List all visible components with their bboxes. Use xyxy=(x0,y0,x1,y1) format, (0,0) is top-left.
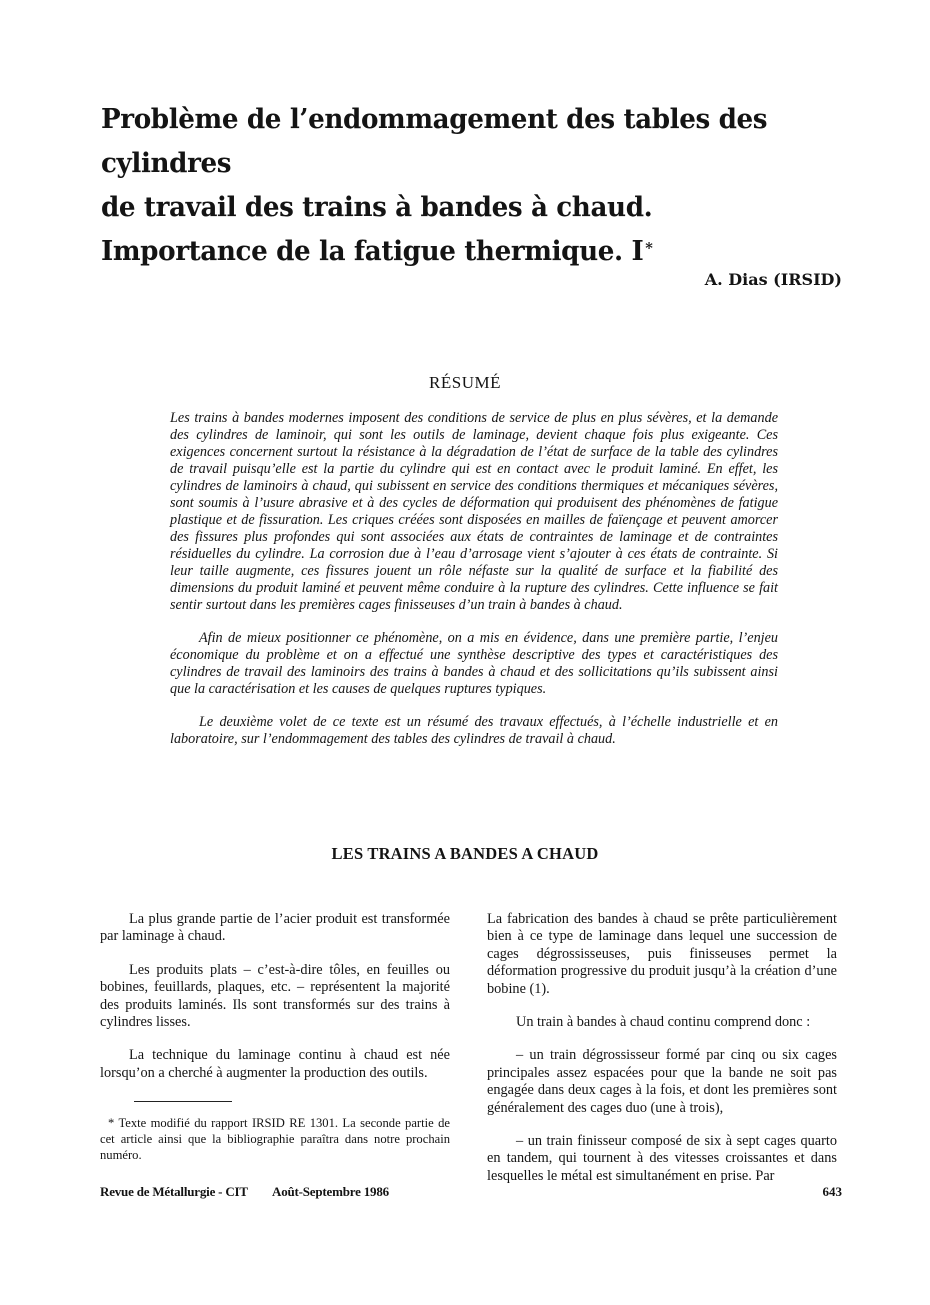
right-column xyxy=(487,911,837,1201)
title-line-3-text: Importance de la fatigue thermique. I xyxy=(101,236,644,267)
author-byline: A. Dias (IRSID) xyxy=(704,270,842,289)
title-line-3 xyxy=(101,230,838,274)
title-footnote-mark: * xyxy=(645,239,653,257)
left-paragraph-3: La technique du laminage continu à chaud est née lorsqu’on a cherché à augmenter la production des outils. xyxy=(100,1047,450,1081)
page-number: 643 xyxy=(822,1184,842,1199)
title-line-2: de travail des trains à bandes à chaud. xyxy=(101,192,653,223)
abstract-paragraph-3: Le deuxième volet de ce texte est un résumé des travaux effectués, à l’échelle industrielle et en laboratoire, sur l’endommagement des tables des cylindres de travail à chaud. xyxy=(170,714,778,747)
abstract-heading: RÉSUMÉ xyxy=(429,373,501,392)
right-paragraph-1: La fabrication des bandes à chaud se prête particulièrement bien à ce type de laminage dans lequel une succession de cages dégrossisseuses, puis finisseuses permet la déformation progressive du produit jusqu’à la création d’une bobine (1). xyxy=(487,911,837,997)
footer-issue-date: Août-Septembre 1986 xyxy=(272,1184,389,1199)
left-column xyxy=(100,911,450,1098)
right-paragraph-2: Un train à bandes à chaud continu comprend donc : xyxy=(516,1014,811,1031)
right-paragraph-3: – un train dégrossisseur formé par cinq ou six cages principales assez espacées pour que la bande ne soit pas engagée dans deux cages à la fois, et dont les premières sont généralement des cages duo (une à trois), xyxy=(487,1047,837,1116)
footer-journal-name: Revue de Métallurgie - CIT xyxy=(100,1184,248,1199)
abstract-paragraph-1: Les trains à bandes modernes imposent des conditions de service de plus en plus sévères, et la demande des cylindres de laminoir, qui sont les outils de laminage, devient chaque fois plus exigeante. Ces exigences concernent surtout la résistance à la dégradation de l’état de surface de la table des cylindres de travail puisqu’elle est la partie du cylindre qui est en contact avec le produit laminé. En effet, les cylindres de laminoirs à chaud, qui subissent en service des conditions thermiques et mécaniques sévères, sont soumis à l’usure abrasive et à des cycles de déformation qui produisent des phénomènes de fatigue plastique et de fissuration. Les criques créées sont disposées en mailles de faïençage et peuvent amorcer des fissures plus profondes qui sont associées aux états de contraintes de laminage et de contraintes résiduelles du cylindre. La corrosion due à l’eau d’arrosage vient s’ajouter à ces états de contrainte. Si leur taille augmente, ces fissures jouent un rôle néfaste sur la qualité de surface et la fiabilité des dimensions du produit laminé et peuvent même conduire à la rupture des cylindres. Cette influence se fait sentir surtout dans les premières cages finisseuses d’un train à bandes à chaud. xyxy=(170,410,778,613)
article-title xyxy=(101,98,838,274)
left-paragraph-1: La plus grande partie de l’acier produit est transformée par laminage à chaud. xyxy=(100,911,450,945)
footnote-divider xyxy=(134,1101,232,1102)
right-paragraph-4: – un train finisseur composé de six à sept cages quarto en tandem, qui tournent à des vitesses croissantes et dans lesquelles le métal est simultanément en prise. Par xyxy=(487,1133,837,1184)
footnote: * Texte modifié du rapport IRSID RE 1301. La seconde partie de cet article ainsi que la bibliographie paraîtra dans notre prochain numéro. xyxy=(100,1116,450,1162)
abstract-body xyxy=(170,410,778,764)
section-heading: LES TRAINS A BANDES A CHAUD xyxy=(331,844,599,863)
left-paragraph-2: Les produits plats – c’est-à-dire tôles, en feuilles ou bobines, feuillards, plaques, etc. – représentent la majorité des produits laminés. Ils sont transformés sur des trains à cylindres lisses. xyxy=(100,961,450,1031)
title-line-1: Problème de l’endommagement des tables des cylindres xyxy=(101,104,768,179)
abstract-paragraph-2: Afin de mieux positionner ce phénomène, on a mis en évidence, dans une première partie, l’enjeu économique du problème et on a effectué une synthèse descriptive des types et caractéristiques des cylindres de travail des laminoirs des trains à bandes à chaud et des sollicitations qu’ils subissent ainsi que la caractérisation et les causes de quelques ruptures typiques. xyxy=(170,630,778,697)
